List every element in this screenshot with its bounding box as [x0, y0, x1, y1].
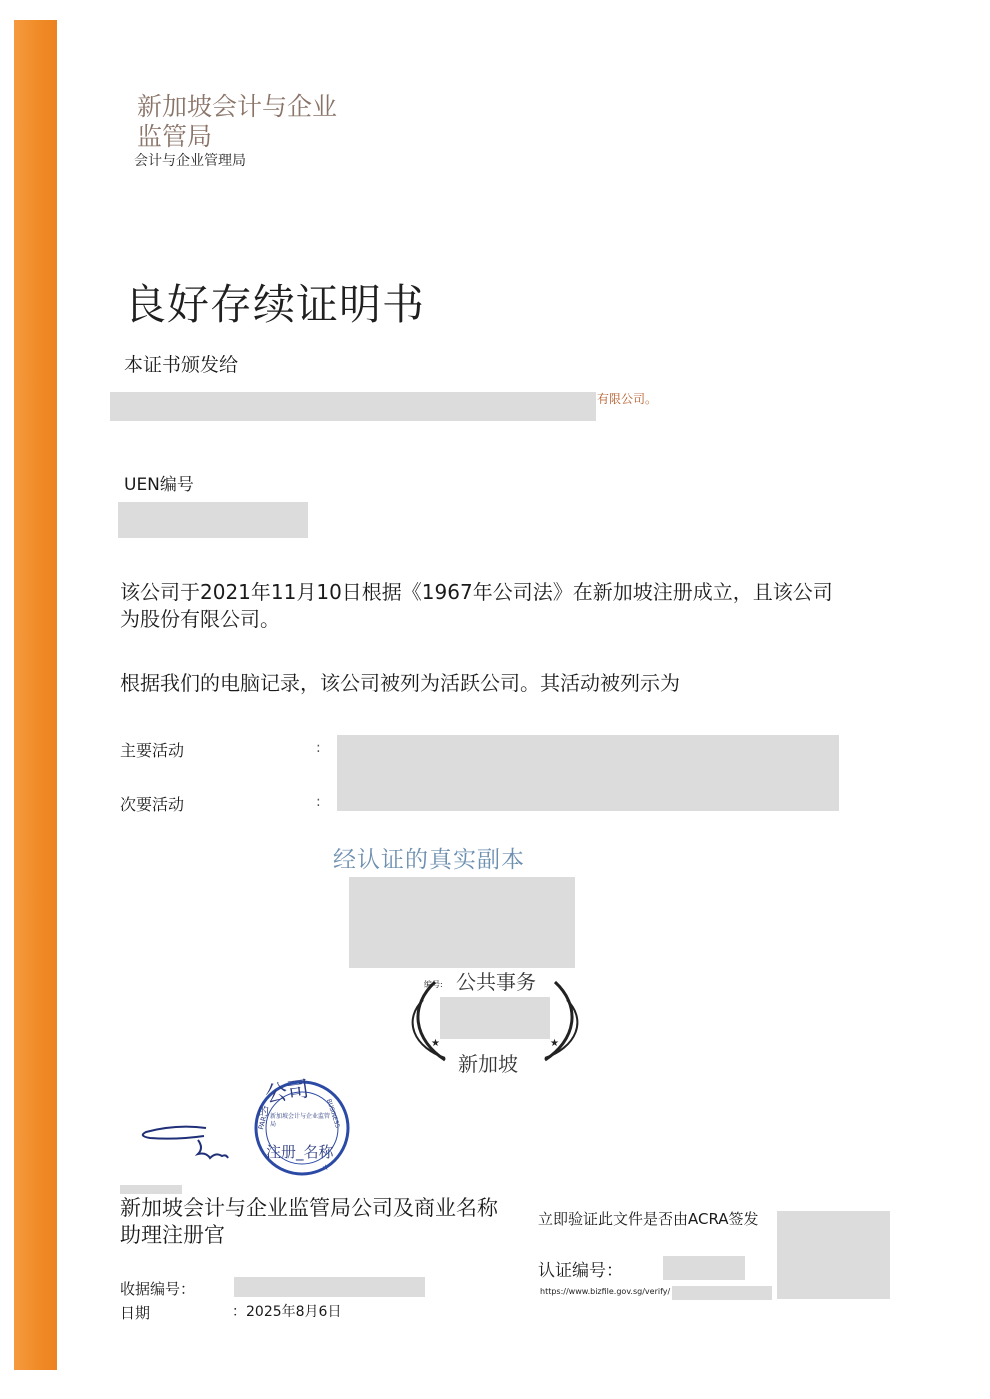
redacted-qr-code — [777, 1211, 890, 1299]
date-value: ：2025年8月6日 — [232, 1304, 342, 1320]
round-seal-inner-text: 新加坡会计与企业监管局 — [270, 1113, 331, 1128]
seal-top-text: 公共事务 — [456, 970, 536, 994]
redacted-receipt-number — [234, 1277, 425, 1297]
seal-number-label: 编号: — [424, 980, 443, 989]
receipt-label: 收据编号： — [120, 1280, 196, 1298]
svg-text:★: ★ — [431, 1038, 440, 1049]
signature — [136, 1118, 236, 1166]
round-seal-rim-left: PAR — [257, 1115, 269, 1131]
agency-subtitle: 会计与企业管理局 — [134, 153, 246, 169]
auth-code-label: 认证编号： — [538, 1261, 623, 1281]
round-seal-top-text: 公司 — [263, 1077, 311, 1108]
seal-bottom-text: 新加坡 — [458, 1052, 518, 1076]
verify-instruction: 立即验证此文件是否由ACRA签发 — [538, 1210, 759, 1228]
verify-url: https://www.bizfile.gov.sg/verify/ — [540, 1287, 671, 1296]
redacted-uen — [118, 502, 308, 538]
secondary-activity-label: 次要活动 — [120, 795, 185, 814]
round-seal-left-text: 的 — [258, 1105, 269, 1118]
redacted-url-suffix — [672, 1286, 772, 1300]
agency-name: 新加坡会计与企业监管局 — [137, 92, 338, 151]
uen-label: UEN编号 — [124, 475, 194, 495]
certificate-title: 良好存续证明书 — [124, 280, 426, 329]
colon: : — [316, 740, 321, 756]
incorporation-paragraph: 该公司于2021年11月10日根据《1967年公司法》在新加坡注册成立，且该公司为股份有限公司。 — [120, 580, 833, 631]
certified-true-copy-label: 经认证的真实副本 — [333, 847, 525, 873]
round-seal-rim-right: BUSINESS — [325, 1098, 341, 1129]
status-paragraph: 根据我们的电脑记录，该公司被列为活跃公司。其活动被列示为 — [120, 671, 680, 695]
issued-to-label: 本证书颁发给 — [124, 354, 239, 376]
primary-activity-label: 主要活动 — [120, 741, 185, 760]
svg-text:★: ★ — [322, 1163, 330, 1172]
svg-text:★: ★ — [550, 1038, 559, 1049]
colon: : — [316, 794, 321, 810]
registrar-title: 新加坡会计与企业监管局公司及商业名称助理注册官 — [120, 1196, 498, 1247]
redacted-activities — [337, 735, 839, 811]
orange-side-bar — [14, 20, 57, 1370]
redacted-signer-name — [120, 1185, 182, 1194]
round-seal-bottom-text: 注册_名称 — [266, 1143, 334, 1161]
redacted-auth-code — [663, 1256, 745, 1280]
date-label: 日期 — [120, 1304, 151, 1322]
redacted-seal-number — [440, 997, 550, 1039]
company-suffix: 有限公司。 — [597, 392, 658, 406]
redacted-certifier — [349, 877, 575, 968]
redacted-company-name — [110, 392, 596, 421]
